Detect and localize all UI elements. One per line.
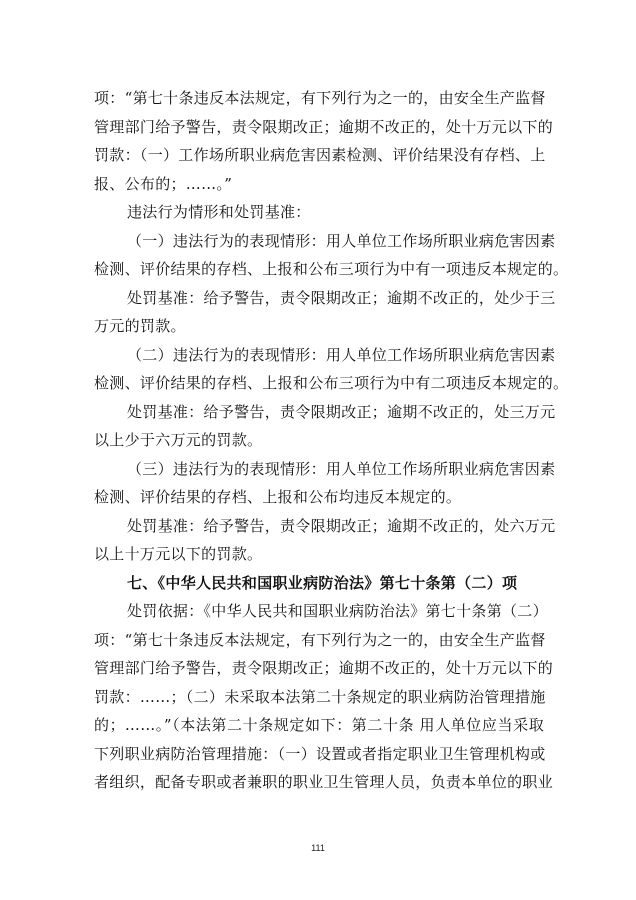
paragraph-line: 罚款：（一）工作场所职业病危害因素检测、评价结果没有存档、上 — [94, 146, 546, 164]
section-heading: 七、《中华人民共和国职业病防治法》第七十条第（二）项 — [127, 573, 518, 592]
paragraph-line: 报、公布的；……。” — [94, 174, 233, 193]
paragraph-line: 项：“第七十条违反本法规定，有下列行为之一的，由安全生产监督 — [94, 89, 546, 107]
paragraph-line: 万元的罚款。 — [94, 317, 186, 335]
paragraph-line: 下列职业病防治管理措施：（一）设置或者指定职业卫生管理机构或 — [94, 744, 546, 763]
paragraph-line: （二）违法行为的表现情形：用人单位工作场所职业病危害因素 — [127, 345, 556, 364]
paragraph-line: 处罚基准：给予警告，责令限期改正；逾期不改正的，处少于三 — [127, 288, 556, 307]
paragraph-line: 处罚依据：《中华人民共和国职业病防治法》第七十条第（二） — [127, 602, 548, 620]
paragraph-line: 处罚基准：给予警告，责令限期改正；逾期不改正的，处三万元 — [127, 402, 556, 421]
paragraph-line: 管理部门给予警告，责令限期改正；逾期不改正的，处十万元以下的 — [94, 659, 554, 677]
paragraph-line: 检测、评价结果的存档、上报和公布三项行为中有一项违反本规定的。 — [94, 260, 569, 278]
paragraph-line: 检测、评价结果的存档、上报和公布均违反本规定的。 — [94, 488, 462, 506]
paragraph-line: 以上少于六万元的罚款。 — [94, 431, 263, 449]
paragraph-line: （一）违法行为的表现情形：用人单位工作场所职业病危害因素 — [127, 231, 556, 250]
page-number: 111 — [311, 843, 325, 853]
paragraph-line: 管理部门给予警告，责令限期改正；逾期不改正的，处十万元以下的 — [94, 117, 554, 136]
paragraph-line: 处罚基准：给予警告，责令限期改正；逾期不改正的，处六万元 — [127, 516, 556, 535]
paragraph-line: 检测、评价结果的存档、上报和公布三项行为中有二项违反本规定的。 — [94, 374, 569, 392]
paragraph-line: 项：“第七十条违反本法规定，有下列行为之一的，由安全生产监督 — [94, 630, 546, 649]
paragraph-line: 的；……。”（本法第二十条规定如下：第二十条 用人单位应当采取 — [94, 716, 544, 734]
section-label: 违法行为情形和处罚基准： — [127, 203, 311, 221]
paragraph-line: （三）违法行为的表现情形：用人单位工作场所职业病危害因素 — [127, 459, 556, 478]
paragraph-line: 罚款：……；（二）未采取本法第二十条规定的职业病防治管理措施 — [94, 687, 546, 706]
paragraph-line: 以上十万元以下的罚款。 — [94, 545, 263, 563]
paragraph-line: 者组织，配备专职或者兼职的职业卫生管理人员，负责本单位的职业 — [94, 773, 554, 791]
